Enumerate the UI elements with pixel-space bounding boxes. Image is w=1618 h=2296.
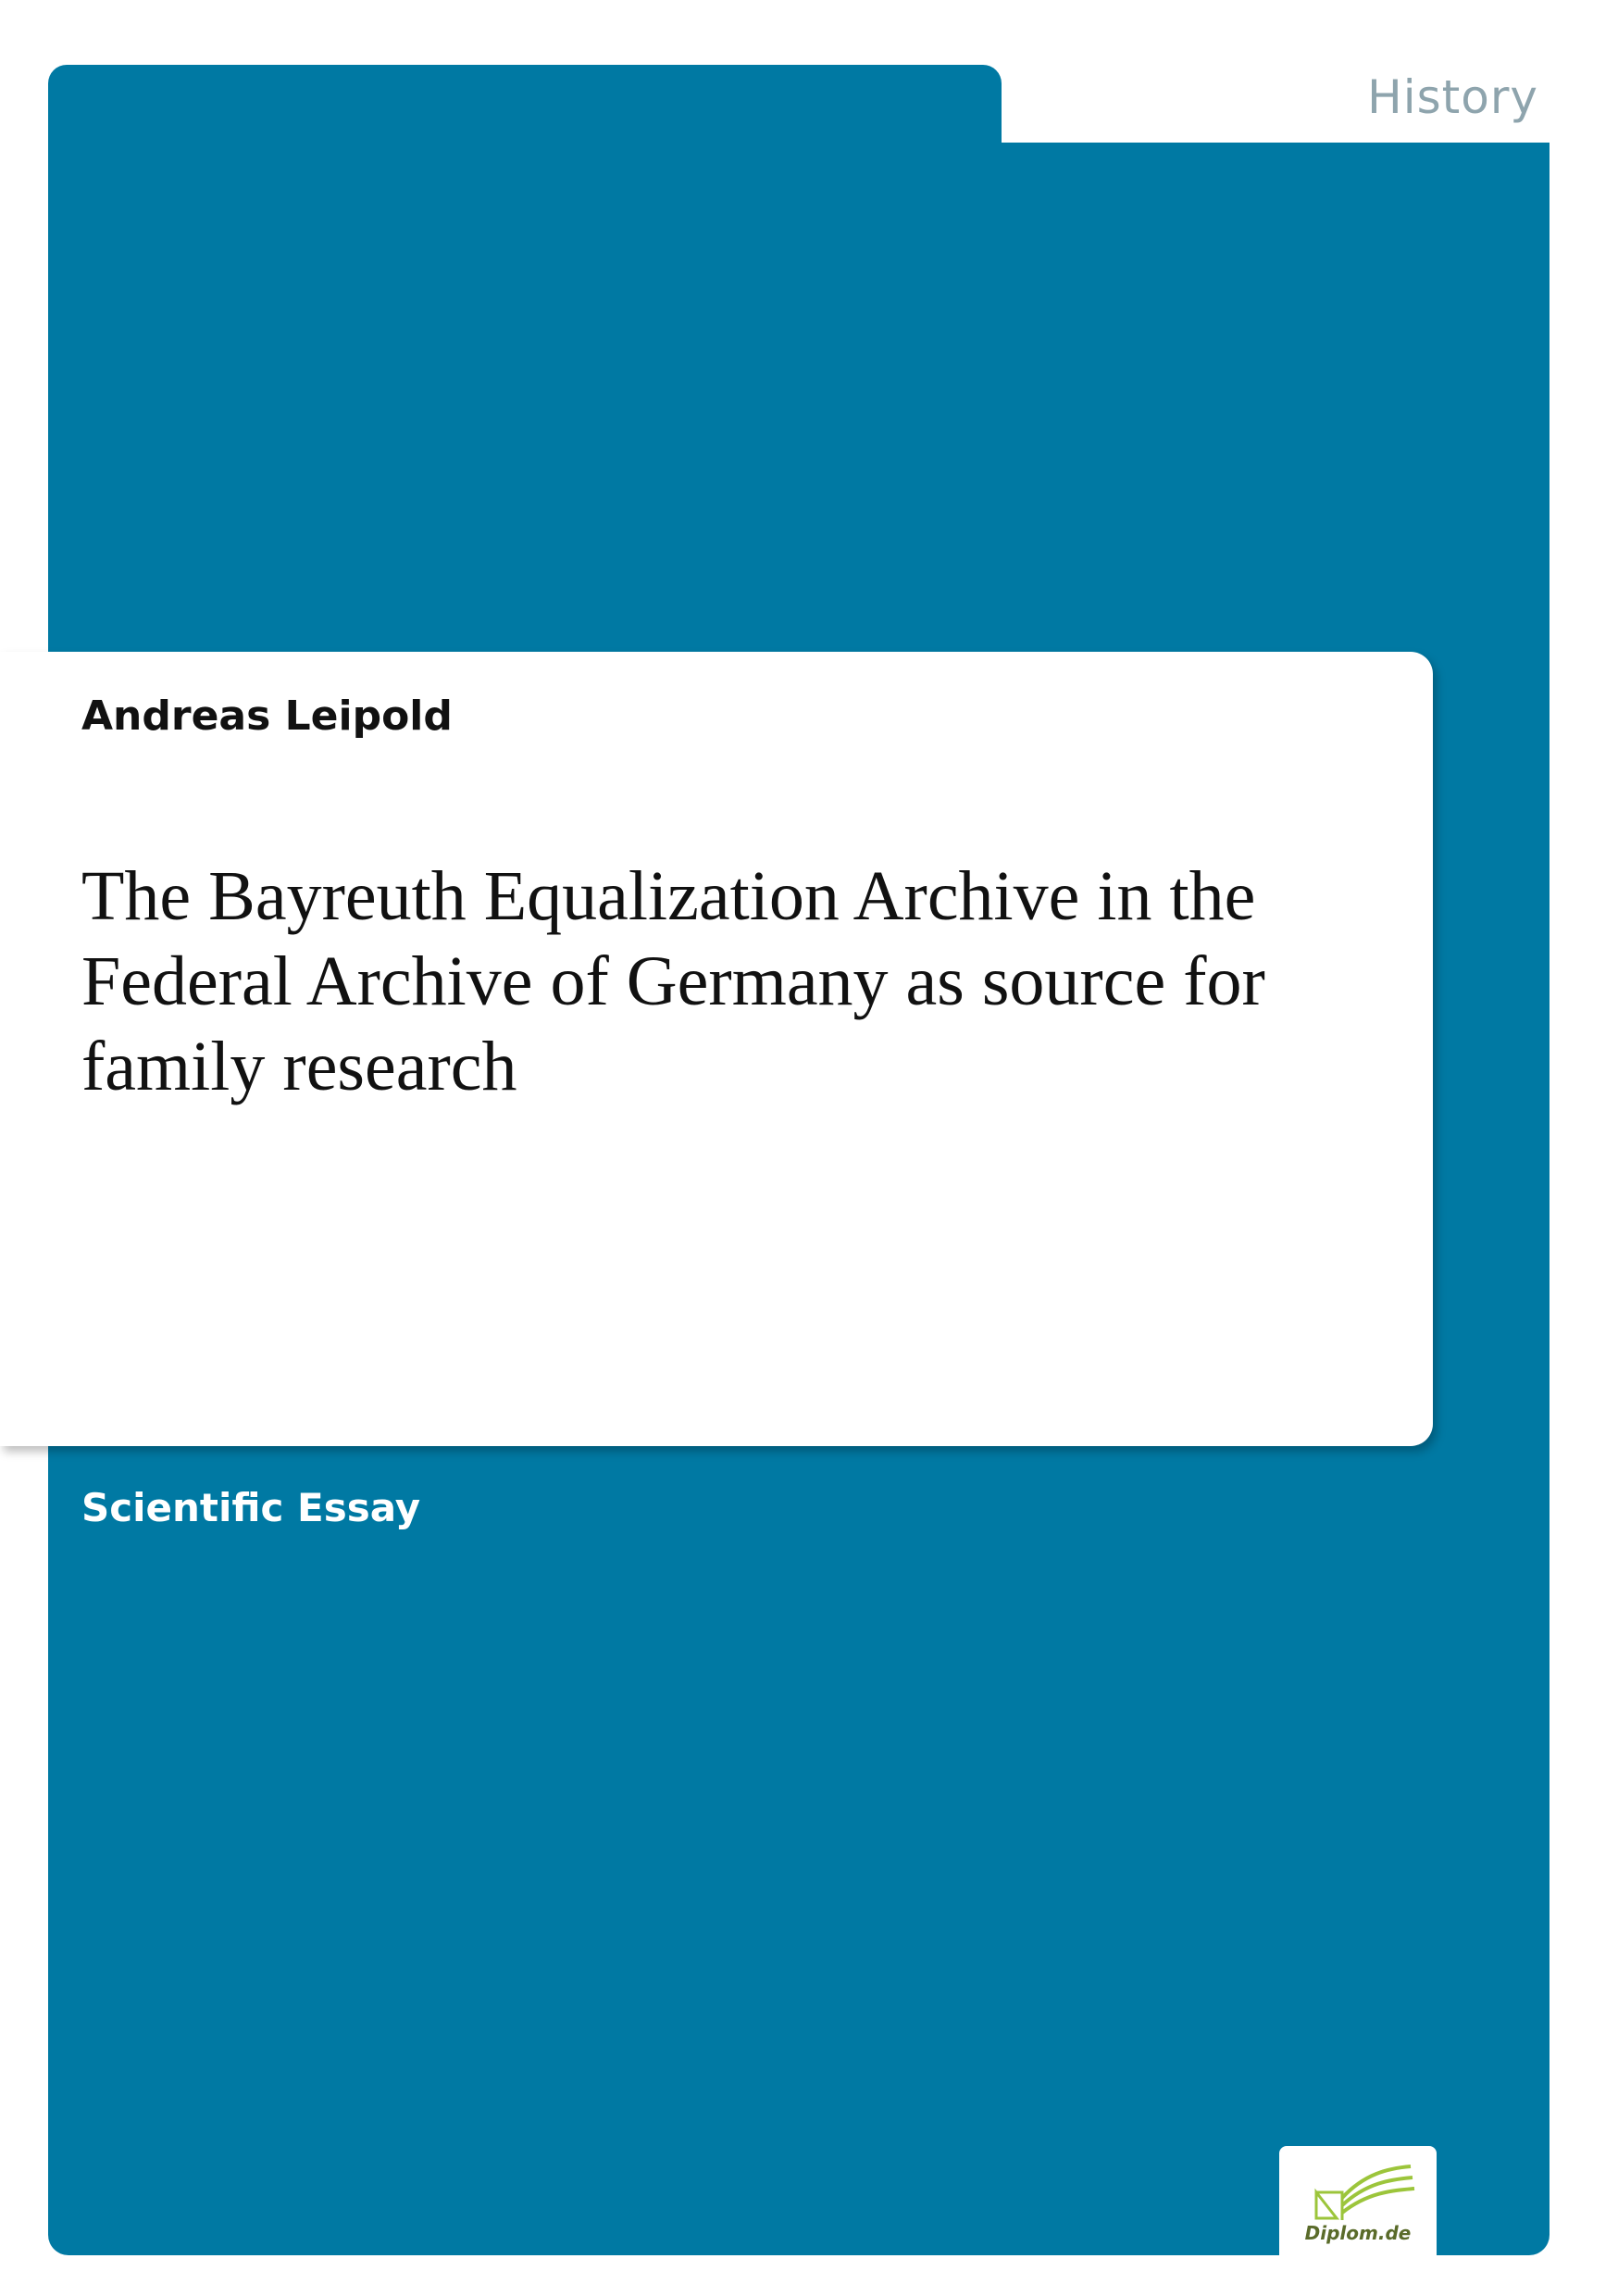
book-leaves-icon bbox=[1300, 2155, 1416, 2224]
publisher-logo-text: Diplom.de bbox=[1304, 2222, 1412, 2244]
book-title: The Bayreuth Equalization Archive in the Federal Archive of Germany as source for family research bbox=[81, 857, 1265, 1105]
author-name: Andreas Leipold bbox=[81, 693, 453, 740]
publisher-logo bbox=[1279, 2146, 1437, 2255]
category-label: History bbox=[1367, 70, 1538, 124]
series-label: Scientific Essay bbox=[81, 1485, 421, 1530]
